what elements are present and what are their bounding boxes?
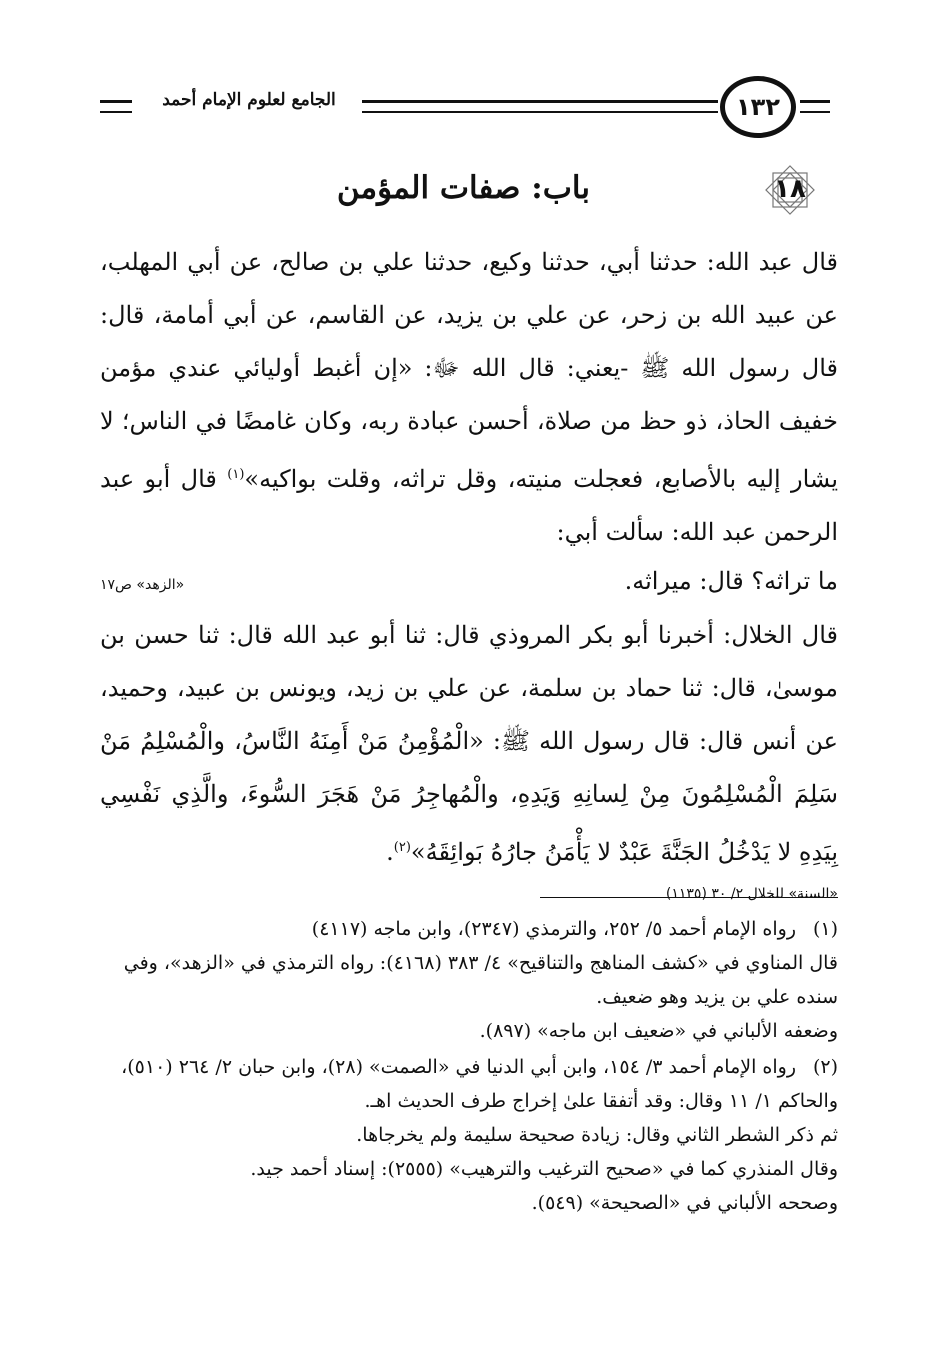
- page-number: ١٣٢: [720, 76, 796, 138]
- hadith-paragraph-2: [100, 609, 838, 879]
- header-rule-middle: [362, 100, 718, 113]
- footnote-separator: [540, 897, 838, 898]
- footnote-1: [100, 912, 838, 1048]
- hadith-1-source: «الزهد» ص١٧: [100, 577, 185, 593]
- chapter-title: باب: صفات المؤمن: [336, 170, 590, 206]
- hadith-2-end: .: [386, 838, 394, 866]
- main-text: [100, 236, 838, 909]
- hadith-1-last-line: ما تراثه؟ قال: ميراثه.: [624, 567, 838, 595]
- hadith-1-continuation: قال أبو عبد الرحمن عبد الله: سألت أبي:: [100, 465, 838, 546]
- footnotes: [100, 912, 838, 1222]
- chapter-number: ١٨: [774, 174, 806, 204]
- hadith-2-source: «السنة» للخلال ٢/ ٣٠ (١١٣٥): [665, 886, 838, 902]
- hadith-1-text: قال عبد الله: حدثنا أبي، حدثنا وكيع، حدثنا علي بن صالح، عن أبي المهلب، عن عبيد الله بن زحر، عن علي بن يزيد، عن القاسم، عن أبي أمامة، قال: قال رسول الله ﷺ -يعني: قال الله ﷻ: «إن أغبط أوليائي عندي مؤمن خفيف الحاذ، ذو حظ من صلاة، أحسن عبادة ربه، وكان غامضًا في الناس؛ لا يشار إليه بالأصابع، فعجلت منيته، وقل تراثه، وقلت بواكيه»: [100, 248, 838, 493]
- footnote-2-number: (٢): [812, 1056, 838, 1078]
- footnote-1-line-2: قال المناوي في «كشف المناهج والتناقيح» ٤/ ٣٨٣ (٤١٦٨): رواه الترمذي في «الزهد»، وفي سنده علي بن يزيد وهو ضعيف.: [123, 952, 838, 1008]
- footnote-1-line-1: رواه الإمام أحمد ٥/ ٢٥٢، والترمذي (٢٣٤٧)، وابن ماجه (٤١١٧): [311, 918, 796, 940]
- chapter-number-badge: [760, 160, 820, 220]
- footnote-1-line-3: وضعفه الألباني في «ضعيف ابن ماجه» (٨٩٧).: [479, 1020, 838, 1042]
- footnote-1-number: (١): [812, 918, 838, 940]
- hadith-paragraph-1: [100, 236, 838, 559]
- page-header: [100, 70, 840, 140]
- chapter-heading: [100, 160, 840, 224]
- footnote-2-line-1: رواه الإمام أحمد ٣/ ١٥٤، وابن أبي الدنيا في «الصمت» (٢٨)، وابن حبان ٢/ ٢٦٤ (٥١٠)، والحاكم ١/ ١١ وقال: وقد أتفقا علىٰ إخراج طرف الحديث اهـ.: [121, 1056, 838, 1112]
- header-rule-left: [100, 100, 132, 113]
- footnote-2-line-4: وصححه الألباني في «الصحيحة» (٥٤٩).: [531, 1192, 838, 1214]
- footnote-2-line-2: ثم ذكر الشطر الثاني وقال: زيادة صحيحة سليمة ولم يخرجاها.: [356, 1124, 838, 1146]
- footnote-ref-1[interactable]: (١): [227, 467, 245, 482]
- footnote-2-line-3: وقال المنذري كما في «صحيح الترغيب والترهيب» (٢٥٥٥): إسناد أحمد جيد.: [250, 1158, 838, 1180]
- hadith-2-text: قال الخلال: أخبرنا أبو بكر المروذي قال: ثنا أبو عبد الله قال: ثنا حسن بن موسىٰ، قال: ثنا حماد بن سلمة، عن علي بن زيد، ويونس بن عبيد، وحميد، عن أنس قال: قال رسول الله ﷺ: «الْمُؤْمِنُ مَنْ أَمِنَهُ النَّاسُ، والْمُسْلِمُ مَنْ سَلِمَ الْمُسْلِمُونَ مِنْ لِسانِهِ وَيَدِهِ، والْمُهاجِرُ مَنْ هَجَرَ السُّوءَ، والَّذِي نَفْسِي بِيَدِهِ لا يَدْخُلُ الجَنَّةَ عَبْدٌ لا يَأْمَنُ جارُهُ بَوائِقَهُ»: [100, 621, 839, 866]
- book-title: الجامع لعلوم الإمام أحمد: [162, 90, 336, 110]
- hadith-1-closing: [100, 559, 838, 607]
- header-rule-right: [800, 100, 830, 113]
- footnote-ref-2[interactable]: (٢): [393, 840, 411, 855]
- footnote-2: [100, 1050, 838, 1220]
